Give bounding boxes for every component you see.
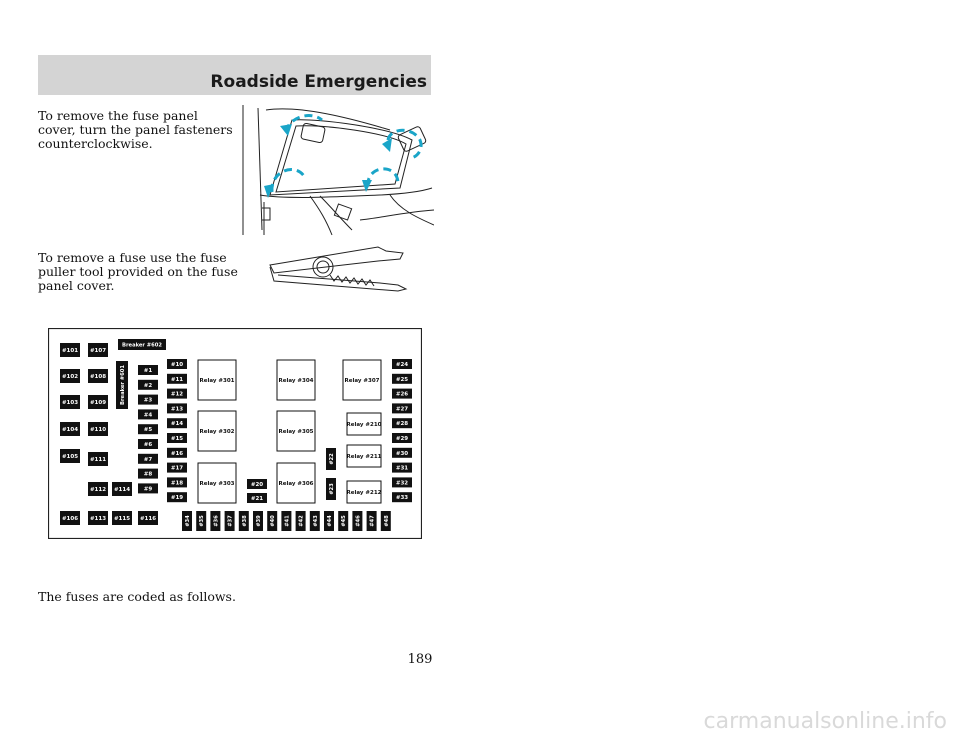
fuse-label-f3: #3: [143, 397, 153, 404]
fuse-puller-illustration: [268, 245, 408, 299]
fuse-removal-text: To remove a fuse use the fuse puller tool provided on the fuse panel cover.: [38, 250, 238, 293]
fuse-label-f38: #38: [241, 515, 248, 527]
fuse-f109: [88, 395, 108, 409]
footer-watermark: carmanualsonline.info: [703, 709, 947, 734]
fuse-label-r307: Relay #307: [344, 378, 380, 384]
fuse-label-f36: #36: [213, 515, 220, 527]
fuse-label-f109: #109: [89, 400, 107, 406]
fuse-label-f7: #7: [143, 456, 153, 463]
fuse-label-f42: #42: [298, 515, 305, 527]
fuse-f104: [60, 422, 80, 436]
fuse-f47: [367, 511, 377, 531]
fuse-f103: [60, 395, 80, 409]
fuse-f11: [167, 374, 187, 384]
fuse-label-f16: #16: [170, 450, 184, 457]
fuse-f42: [296, 511, 306, 531]
fuse-label-f108: #108: [89, 374, 107, 380]
fuse-label-f11: #11: [170, 376, 184, 383]
fuse-label-f40: #40: [270, 515, 277, 527]
fuse-f48: [381, 511, 391, 531]
fuse-label-f116: #116: [139, 516, 157, 522]
page-number: 189: [407, 652, 433, 667]
fuse-f36: [210, 511, 220, 531]
fuse-f3: [138, 395, 158, 405]
fuse-label-b601: Breaker #601: [120, 365, 126, 405]
fuse-f35: [196, 511, 206, 531]
fuse-f24: [392, 359, 412, 369]
fuse-f21: [247, 493, 267, 503]
fuse-label-f21: #21: [250, 496, 264, 502]
fuse-f29: [392, 433, 412, 443]
fuse-panel-cover-illustration: [240, 100, 434, 240]
section-title: Roadside Emergencies: [210, 72, 427, 92]
fuse-panel-diagram: [48, 328, 422, 539]
fuse-f23: [326, 478, 336, 500]
fuse-f116: [138, 511, 158, 525]
fuse-label-f27: #27: [395, 406, 409, 413]
fuse-label-f31: #31: [395, 465, 409, 472]
fuse-label-f20: #20: [250, 482, 264, 488]
fuse-f8: [138, 469, 158, 479]
fuse-label-f4: #4: [143, 412, 153, 419]
fuse-label-f107: #107: [89, 348, 107, 354]
fuse-label-f28: #28: [395, 421, 409, 428]
fuse-f33: [392, 492, 412, 502]
fuse-f1: [138, 365, 158, 375]
fuse-f26: [392, 389, 412, 399]
fuse-label-f26: #26: [395, 391, 409, 398]
fuse-f38: [239, 511, 249, 531]
fuse-r305: [277, 411, 315, 451]
fuse-f101: [60, 343, 80, 357]
fuse-label-f17: #17: [170, 465, 184, 472]
fuse-label-f23: #23: [329, 483, 335, 495]
fuse-r307: [343, 360, 381, 400]
fuse-label-f8: #8: [143, 471, 153, 478]
fuse-r301: [198, 360, 236, 400]
fuse-r211: [347, 445, 382, 467]
fuse-label-f48: #48: [383, 515, 390, 527]
fuse-label-r301: Relay #301: [199, 378, 235, 384]
fuse-f6: [138, 439, 158, 449]
fuse-r212: [347, 481, 382, 503]
fuse-f16: [167, 448, 187, 458]
fuse-f30: [392, 448, 412, 458]
fuse-b602: [118, 339, 166, 350]
fuse-label-f47: #47: [369, 515, 376, 527]
fuse-label-f24: #24: [395, 362, 409, 368]
fuse-f34: [182, 511, 192, 531]
fuse-f102: [60, 369, 80, 383]
fuse-label-f9: #9: [143, 486, 153, 493]
fuse-label-f10: #10: [170, 362, 184, 368]
fuse-f37: [225, 511, 235, 531]
fuse-coding-text: The fuses are coded as follows.: [38, 589, 236, 604]
fuse-f106: [60, 511, 80, 525]
fuse-label-f2: #2: [143, 382, 153, 389]
fuse-label-f110: #110: [89, 427, 107, 433]
fuse-label-f12: #12: [170, 391, 184, 398]
fuse-f20: [247, 479, 267, 489]
fuse-f31: [392, 463, 412, 473]
fuse-f14: [167, 418, 187, 428]
fuse-label-r210: Relay #210: [346, 422, 382, 428]
fuse-label-f35: #35: [199, 515, 206, 527]
fuse-label-r304: Relay #304: [278, 378, 314, 384]
fuse-f5: [138, 424, 158, 434]
fuse-label-f19: #19: [170, 495, 184, 502]
fuse-label-b602: Breaker #602: [122, 342, 162, 349]
fuse-f9: [138, 483, 158, 493]
fuse-f112: [88, 482, 108, 496]
fuse-f7: [138, 454, 158, 464]
fuse-f32: [392, 477, 412, 487]
fuse-f114: [112, 482, 132, 496]
fuse-f25: [392, 374, 412, 384]
fuse-label-f32: #32: [395, 480, 409, 487]
fuse-label-f113: #113: [89, 516, 107, 522]
fuse-f10: [167, 359, 187, 369]
fuse-f40: [267, 511, 277, 531]
fuse-f46: [352, 511, 362, 531]
fuse-label-r303: Relay #303: [199, 481, 235, 487]
fuse-label-f105: #105: [61, 454, 79, 460]
fuse-f22: [326, 448, 336, 470]
fuse-label-f13: #13: [170, 406, 184, 413]
fuse-f12: [167, 389, 187, 399]
fuse-f108: [88, 369, 108, 383]
fuse-label-f46: #46: [355, 515, 362, 527]
fuse-label-r212: Relay #212: [346, 490, 382, 496]
fuse-label-r302: Relay #302: [199, 429, 235, 435]
fuse-f115: [112, 511, 132, 525]
fuse-f13: [167, 403, 187, 413]
fuse-label-f25: #25: [395, 376, 409, 383]
fuse-label-f34: #34: [185, 515, 191, 527]
fuse-f105: [60, 449, 80, 463]
fuse-b601: [116, 361, 128, 409]
fuse-r303: [198, 463, 236, 503]
fuse-label-f33: #33: [395, 495, 409, 502]
fuse-label-f45: #45: [341, 515, 348, 527]
fuse-f18: [167, 477, 187, 487]
fuse-f2: [138, 380, 158, 390]
fuse-label-f101: #101: [61, 348, 79, 354]
fuse-f107: [88, 343, 108, 357]
fuse-label-f5: #5: [143, 427, 153, 434]
fuse-label-f39: #39: [256, 515, 262, 527]
fuse-f43: [310, 511, 320, 531]
fuse-f110: [88, 422, 108, 436]
fuse-label-f106: #106: [61, 516, 79, 522]
fuse-label-f37: #37: [227, 515, 234, 527]
fuse-label-f14: #14: [170, 421, 184, 428]
fuse-label-f1: #1: [143, 368, 153, 374]
fuse-f41: [281, 511, 291, 531]
fuse-r306: [277, 463, 315, 503]
fuse-label-r211: Relay #211: [346, 454, 382, 460]
fuse-label-r305: Relay #305: [278, 429, 314, 435]
fuse-label-f114: #114: [113, 487, 131, 493]
fuse-label-f103: #103: [61, 400, 79, 406]
fuse-label-f18: #18: [170, 480, 184, 487]
fuse-label-f22: #22: [329, 453, 335, 465]
fuse-f4: [138, 409, 158, 419]
fuse-label-r306: Relay #306: [278, 481, 314, 487]
fuse-f28: [392, 418, 412, 428]
fuse-f113: [88, 511, 108, 525]
fuse-label-f41: #41: [284, 515, 291, 527]
fuse-label-f30: #30: [395, 450, 409, 457]
fuse-label-f112: #112: [89, 487, 107, 493]
fuse-label-f43: #43: [312, 515, 319, 527]
fuse-f111: [88, 452, 108, 466]
fuse-f39: [253, 511, 263, 531]
cover-removal-text: To remove the fuse panel cover, turn the panel fasteners counterclockwise.: [38, 108, 233, 151]
fuse-label-f29: #29: [395, 436, 409, 442]
fuse-f19: [167, 492, 187, 502]
fuse-f27: [392, 403, 412, 413]
fuse-r304: [277, 360, 315, 400]
fuse-f44: [324, 511, 334, 531]
fuse-label-f111: #111: [89, 457, 107, 463]
fuse-label-f102: #102: [61, 374, 79, 380]
fuse-label-f44: #44: [327, 515, 333, 527]
fuse-label-f104: #104: [61, 427, 79, 433]
fuse-r210: [347, 413, 382, 435]
fuse-label-f15: #15: [170, 436, 184, 442]
fuse-label-f6: #6: [143, 442, 153, 448]
fuse-f17: [167, 463, 187, 473]
fuse-f15: [167, 433, 187, 443]
section-header-band: [38, 55, 431, 95]
fuse-label-f115: #115: [113, 516, 131, 522]
fuse-f45: [338, 511, 348, 531]
fuse-r302: [198, 411, 236, 451]
